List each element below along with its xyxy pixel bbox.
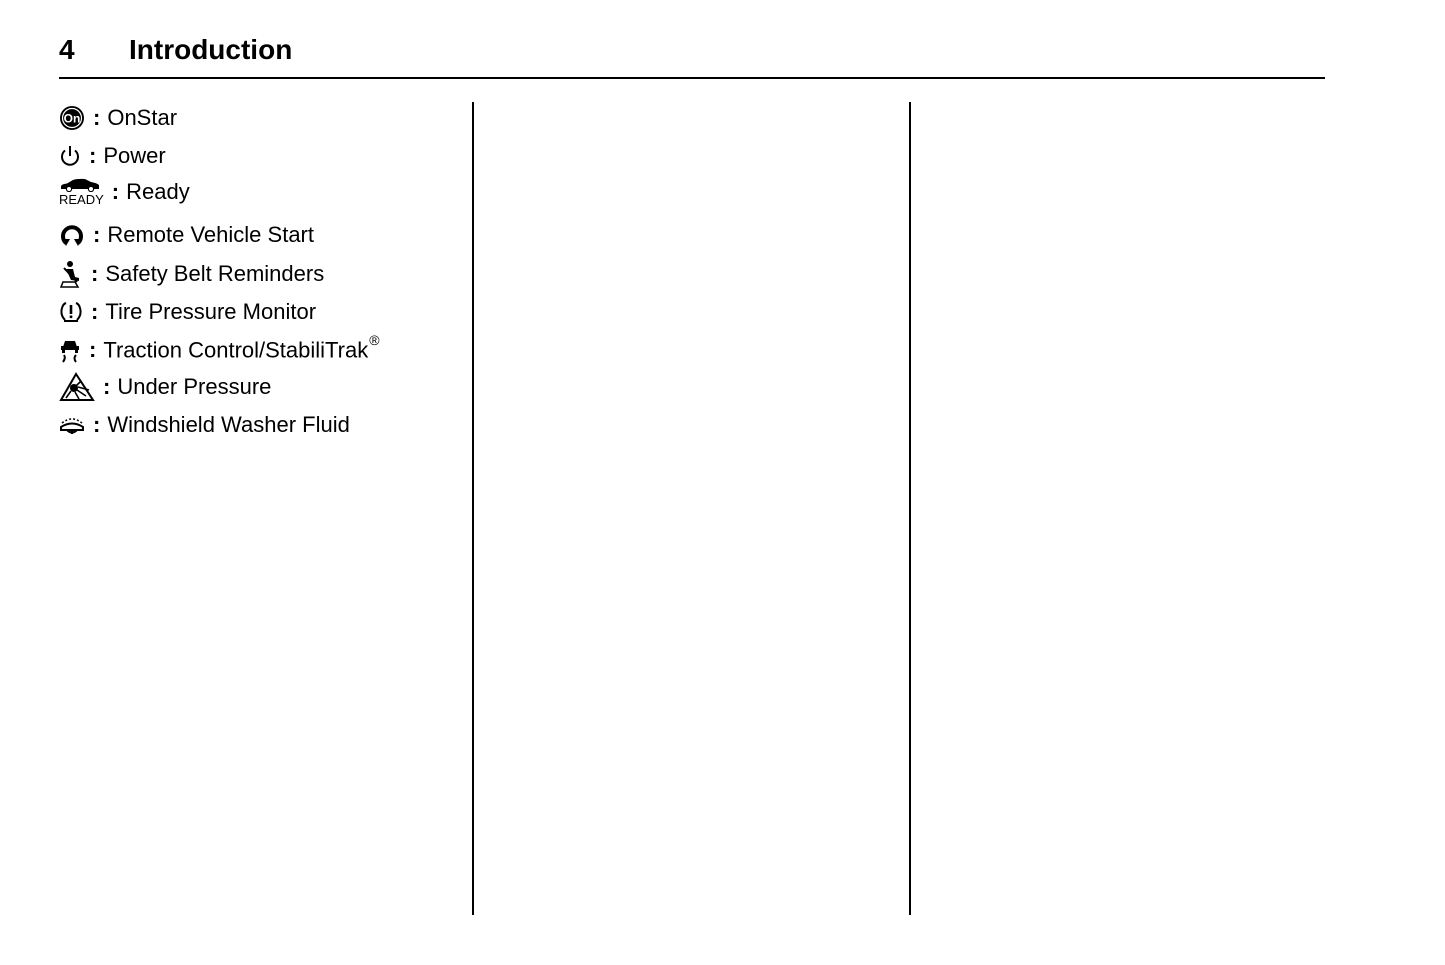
remote-start-icon [59,222,85,248]
legend-item-under-pressure [59,371,271,403]
legend-label: Safety Belt Reminders [105,261,325,286]
legend-separator: : [103,374,111,399]
washer-fluid-icon [59,413,85,437]
legend-label: Remote Vehicle Start [107,222,314,247]
page-number: 4 [59,34,75,65]
safety-belt-icon [59,260,83,288]
under-pressure-icon [59,372,95,402]
section-title: Introduction [129,34,293,65]
column-divider-left [472,102,474,915]
onstar-icon [59,105,85,131]
legend-label [103,332,380,363]
legend-label: Ready [126,179,190,204]
registered-mark: ® [369,332,380,349]
traction-control-icon [59,337,81,363]
legend-separator: : [89,143,97,168]
legend-item-ready [59,174,190,210]
symbol-legend [59,0,459,450]
legend-label: Tire Pressure Monitor [105,299,317,324]
legend-separator: : [93,222,101,247]
legend-label: Under Pressure [117,374,272,399]
legend-item-washer-fluid [59,409,350,441]
ready-icon-text: READY [59,191,104,207]
legend-separator: : [93,105,101,130]
legend-item-onstar [59,102,177,134]
column-divider-right [909,102,911,915]
legend-label: Windshield Washer Fluid [107,412,350,437]
legend-item-safety-belt [59,258,324,290]
legend-separator: : [93,412,101,437]
legend-item-remote-start [59,219,314,251]
legend-item-tire-pressure [59,296,316,328]
legend-separator: : [91,299,99,324]
ready-car-icon [59,178,104,207]
legend-label-text: Traction Control/StabiliTrak [103,337,369,363]
legend-separator: : [111,179,120,204]
legend-item-traction-control [59,334,380,366]
legend-separator: : [91,261,99,286]
legend-separator: : [89,337,97,362]
svg-text:On: On [63,111,81,126]
tire-pressure-icon [59,300,83,324]
legend-label: OnStar [107,105,178,130]
legend-item-power [59,140,166,172]
legend-label: Power [103,143,166,168]
power-icon [59,144,81,168]
